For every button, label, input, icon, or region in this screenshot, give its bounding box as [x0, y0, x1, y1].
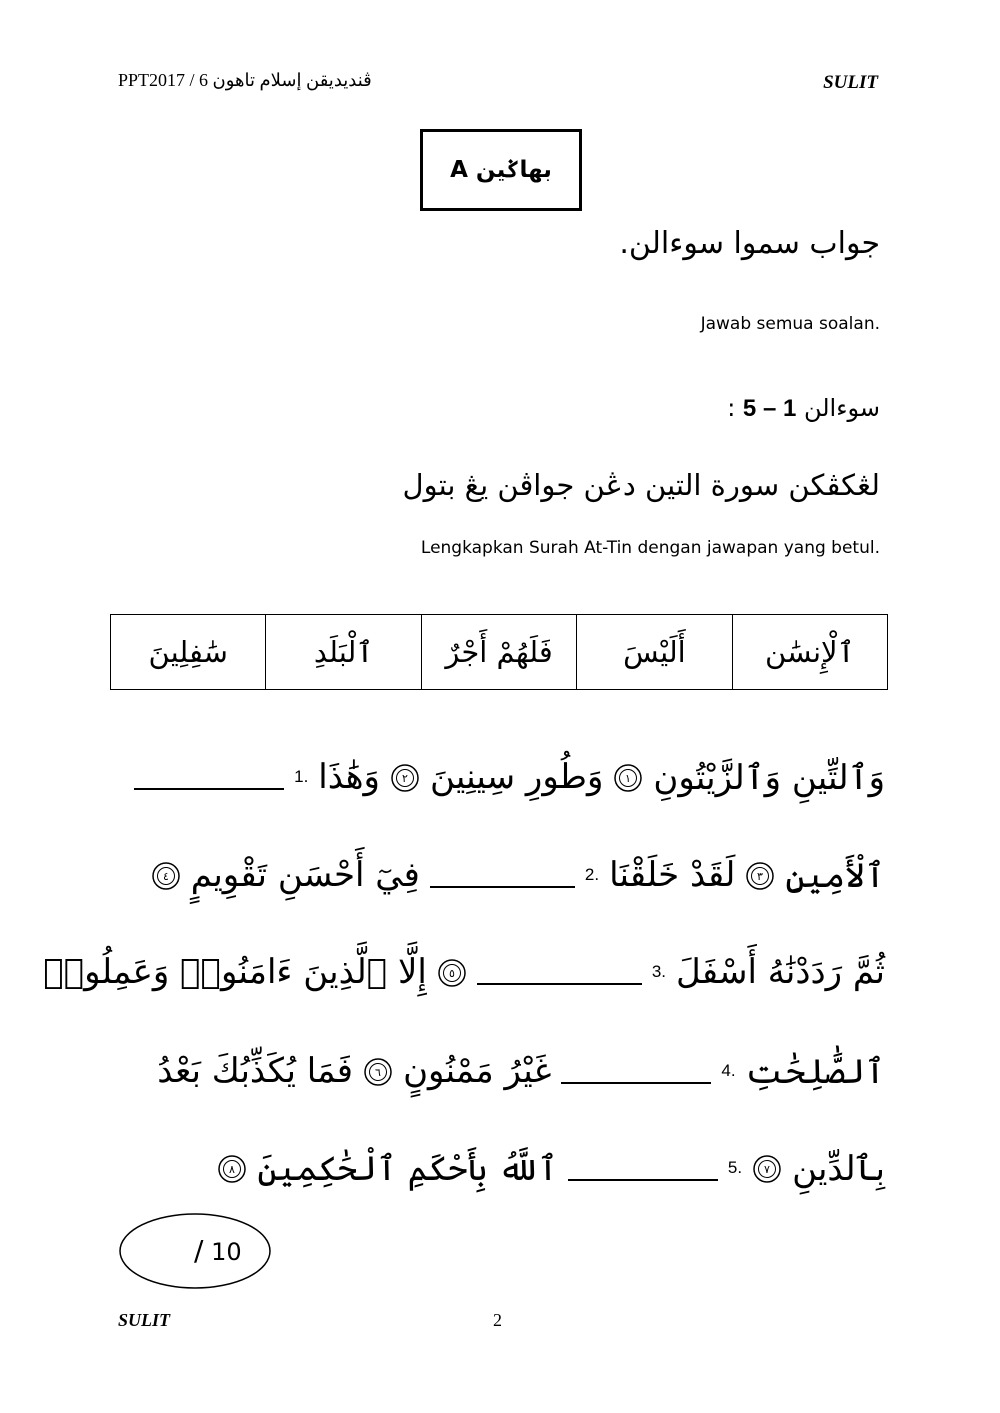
- ayat-text: إِلَّا ٱلَّذِينَ ءَامَنُوا۟ وَعَمِلُوا۟: [43, 952, 427, 992]
- ayat-text: فِيٓ أَحْسَنِ تَقْوِيمٍ: [190, 855, 420, 895]
- footer-sulit: SULIT: [118, 1310, 171, 1330]
- ayat-text: ٱللَّهُ بِأَحْكَمِ ٱلْحَٰكِمِينَ: [257, 1148, 558, 1189]
- ayat-line-5: [217, 1133, 885, 1203]
- svg-text:١: ١: [625, 772, 632, 785]
- svg-text:٥: ٥: [448, 967, 455, 980]
- ayah-marker-icon: [437, 957, 467, 987]
- ayat-line-4: [157, 1036, 885, 1106]
- ayah-marker-icon: [390, 762, 420, 792]
- score-slash: /: [194, 1234, 204, 1267]
- question-number: 2.: [584, 865, 600, 884]
- ayat-text: غَيْرُ مَمْنُونٍ: [403, 1051, 552, 1091]
- word-bank-cell: سَٰفِلِينَ: [111, 615, 266, 690]
- task-rumi: Lengkapkan Surah At-Tin dengan jawapan yang betul.: [420, 538, 880, 558]
- svg-text:٦: ٦: [375, 1066, 382, 1079]
- question-range: [727, 394, 880, 423]
- score-box: [194, 1234, 242, 1267]
- answer-blank: [568, 1155, 718, 1181]
- ayah-marker-icon: [217, 1153, 247, 1183]
- word-bank-cell: أَلَيْسَ: [577, 615, 732, 690]
- answer-blank: [477, 959, 642, 985]
- question-number: 3.: [651, 962, 667, 981]
- ayah-marker-icon: [613, 762, 643, 792]
- ayah-marker-icon: [151, 860, 181, 890]
- svg-text:٢: ٢: [401, 772, 408, 785]
- header-left: PPT2017 / ڤنديديقن إسلام تاهون 6: [118, 70, 372, 90]
- ayah-marker-icon: [745, 860, 775, 890]
- ayat-text: بِٱلدِّينِ: [792, 1148, 885, 1189]
- answer-blank: [430, 862, 575, 888]
- answer-blank: [134, 764, 284, 790]
- question-range-colon: :: [727, 394, 736, 422]
- instruction-jawi: جواب سموا سوءالن.: [619, 226, 880, 261]
- ayat-text: ٱلْأَمِينِ: [785, 855, 885, 896]
- section-title: بهاݢين A: [450, 157, 552, 183]
- ayat-text: وَٱلتِّينِ وَٱلزَّيْتُونِ: [653, 757, 885, 798]
- ayat-line-3: [43, 937, 885, 1007]
- score-total: 10: [211, 1238, 242, 1266]
- ayat-text: وَهَٰذَا: [318, 757, 380, 797]
- answer-blank: [561, 1058, 711, 1084]
- ayat-text: لَقَدْ خَلَقْنَا: [609, 855, 736, 895]
- word-bank-table: [110, 614, 888, 690]
- ayat-line-1: [134, 742, 885, 812]
- instruction-rumi: Jawab semua soalan.: [700, 314, 880, 334]
- word-bank-cell: ٱلْبَلَدِ: [266, 615, 421, 690]
- question-number: 5.: [727, 1158, 743, 1177]
- svg-text:٨: ٨: [229, 1163, 236, 1176]
- section-title-box: [420, 129, 582, 211]
- ayat-text: فَمَا يُكَذِّبُكَ بَعْدُ: [157, 1051, 354, 1091]
- ayat-line-2: [151, 840, 885, 910]
- ayat-text: ثُمَّ رَدَدْنَٰهُ أَسْفَلَ: [676, 952, 885, 992]
- word-bank-row: [111, 615, 888, 690]
- svg-text:٤: ٤: [162, 870, 169, 883]
- ayat-text: وَطُورِ سِينِينَ: [429, 757, 604, 797]
- task-jawi: لڠكڤكن سورة التين دڠن جواڤن يڠ بتول: [402, 468, 880, 502]
- svg-text:٧: ٧: [764, 1163, 771, 1176]
- question-range-label: سوءالن: [803, 394, 880, 422]
- ayah-marker-icon: [363, 1056, 393, 1086]
- question-number: 1.: [294, 767, 309, 786]
- question-number: 4.: [721, 1061, 736, 1080]
- question-range-numbers: 5 – 1: [742, 395, 797, 422]
- word-bank-cell: فَلَهُمْ أَجْرٌ: [421, 615, 576, 690]
- ayah-marker-icon: [752, 1153, 782, 1183]
- word-bank-cell: ٱلْإِنسَٰن: [732, 615, 887, 690]
- ayat-text: ٱلصَّٰلِحَٰتِ: [745, 1051, 885, 1092]
- svg-text:٣: ٣: [757, 870, 764, 883]
- header-sulit: SULIT: [823, 72, 878, 93]
- page-number: 2: [493, 1310, 502, 1330]
